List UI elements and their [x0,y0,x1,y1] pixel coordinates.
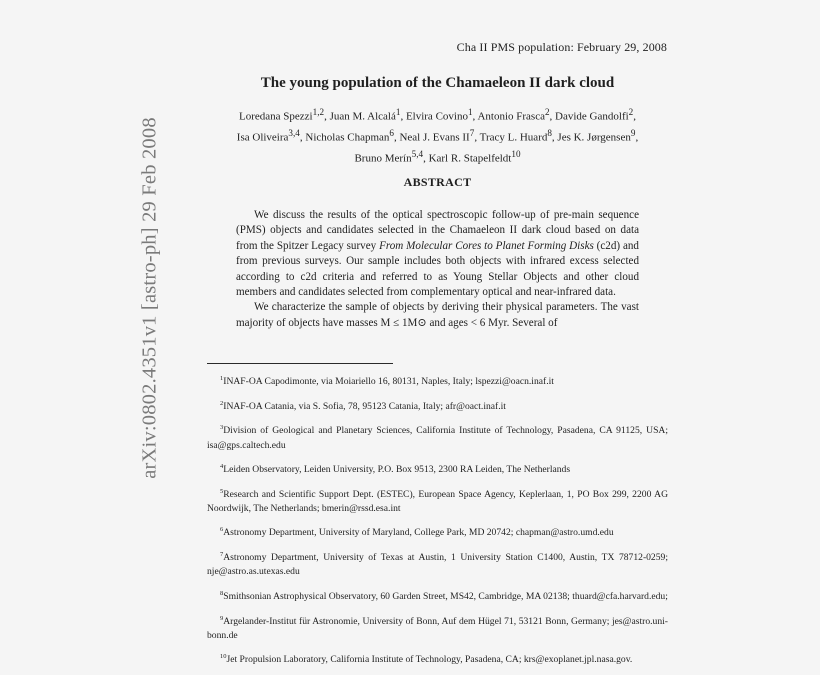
abstract-body [236,208,639,331]
footnote: $^7$Astronomy Department, University of Texas at Austin, 1 University Station C1400, Austin, TX 78712-0259; nje@astro.as.utexas.edu [207,551,668,578]
footnote: $^{10}$Jet Propulsion Laboratory, California Institute of Technology, Pasadena, CA; krs@exoplanet.jpl.nasa.gov. [220,653,633,666]
footnote: $^6$Astronomy Department, University of Maryland, College Park, MD 20742; chapman@astro.umd.edu [220,526,614,539]
footnote: $^1$INAF-OA Capodimonte, via Moiariello 16, 80131, Naples, Italy; lspezzi@oacn.inaf.it [220,375,554,388]
abstract-heading: ABSTRACT [403,175,472,189]
arxiv-stamp: arXiv:0802.4351v1 [astro-ph] 29 Feb 2008 [138,117,161,479]
author-line-2: Isa Oliveira$^{3,4}$, Nicholas Chapman$^6$, Neal J. Evans $II^7$, Tracy L. Huard$^8$, Jes K. Jørgensen$^9$, [236,128,639,144]
abstract-paragraph-2: We characterize the sample of objects by deriving their physical parameters. The vast majority of objects have masses M ≤ 1M⊙ and ages < 6 Myr. Several of [236,301,639,329]
abstract-paragraph-1: We discuss the results of the optical spectroscopic follow-up of pre-main sequence (PMS) objects and candidates selected in the Chamaeleon II dark cloud based on data from the Spitzer Legacy survey From Molecular Cores to Planet Forming Disks (c2d) and from previous surveys. Our sample includes both objects with infrared excess selected according to c2d criteria and referred to as Young Stellar Objects and other cloud members and candidates selected from complementary optical and near-infrared data. [236,209,639,299]
author-line-3: Bruno Merín$^{5,4}$, Karl R. Stapelfeldt$^{10}$ [354,149,521,165]
footnote-rule [207,363,393,364]
running-head: Cha II PMS population: February 29, 2008 [456,40,667,54]
footnote: $^4$Leiden Observatory, Leiden University, P.O. Box 9513, 2300 RA Leiden, The Netherlands [220,463,571,476]
footnote: $^5$Research and Scientific Support Dept. (ESTEC), European Space Agency, Keplerlaan, 1, PO Box 299, 2200 AG Noordwijk, The Netherlands; bmerin@rssd.esa.int [207,487,668,514]
footnote: $^8$Smithsonian Astrophysical Observatory, 60 Garden Street, MS42, Cambridge, MA 02138; thuard@cfa.harvard.edu; [220,589,668,602]
paper-title: The young population of the Chamaeleon II dark cloud [260,75,615,91]
author-line-1: Loredana Spezzi$^{1,2}$, Juan M. Alcalá$^1$, Elvira Covino$^1$, Antonio Frasca$^2$, Davide Gandolfi$^2$, [239,107,636,123]
footnote: $^2$INAF-OA Catania, via S. Sofia, 78, 95123 Catania, Italy; afr@oact.inaf.it [220,399,506,412]
footnote: $^9$Argelander-Institut für Astronomie, University of Bonn, Auf dem Hügel 71, 53121 Bonn, Germany; jes@astro.uni-bonn.de [207,614,668,641]
author-list [205,104,670,167]
footnotes [207,372,668,675]
footnote: $^3$Division of Geological and Planetary Sciences, California Institute of Technology, Pasadena, CA 91125, USA; isa@gps.caltech.edu [207,424,668,451]
